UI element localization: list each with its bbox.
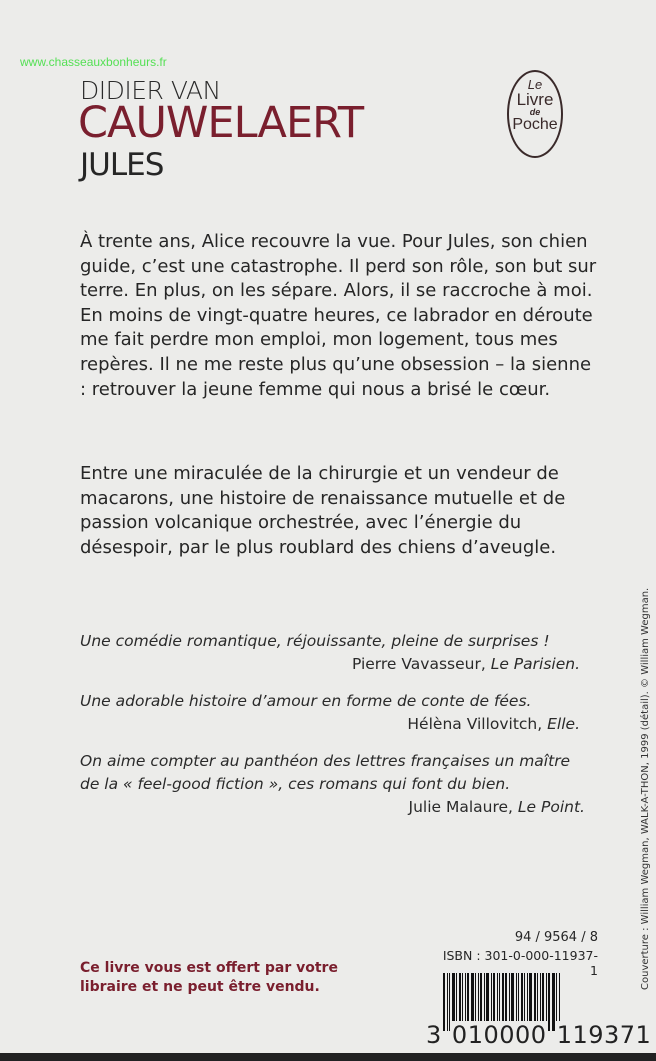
bottom-edge xyxy=(0,1053,656,1061)
logo-de: de xyxy=(529,107,541,117)
quote-author: Julie Malaure, xyxy=(408,798,513,816)
barcode-group-1: 010000 xyxy=(451,1021,547,1049)
quote-publication: Elle. xyxy=(547,715,580,733)
quote-author: Pierre Vavasseur, xyxy=(351,655,486,673)
free-copy-notice: Ce livre vous est offert par votre libraire et ne peut être vendu. xyxy=(80,960,338,995)
quote-text: Une comédie romantique, réjouissante, pleine de surprises ! xyxy=(80,632,550,650)
author-last-name: CAUWELAERT xyxy=(78,98,364,148)
cover-credit: Couverture : William Wegman, WALK-A-THON, 1999 (détail). © William Wegman. xyxy=(640,587,651,990)
quote-source xyxy=(80,796,585,819)
reference-number: 94 / 9564 / 8 xyxy=(514,930,598,945)
isbn: ISBN : 301-0-000-11937-1 xyxy=(442,948,598,978)
review-quote xyxy=(80,690,580,736)
quote-text: On aime compter au panthéon des lettres françaises un maître de la « feel-good fiction », ces romans qui font du bien. xyxy=(80,752,571,793)
review-quote xyxy=(80,750,585,819)
quote-publication: Le Point. xyxy=(517,798,585,816)
quote-source xyxy=(80,653,580,676)
barcode-first-digit: 3 xyxy=(426,1021,442,1049)
quote-source xyxy=(80,713,580,736)
author-first-name: DIDIER VAN xyxy=(80,76,221,105)
logo-poche: Poche xyxy=(512,116,558,133)
logo-livre: Livre xyxy=(516,90,554,109)
review-quote xyxy=(80,630,580,676)
quote-publication: Le Parisien. xyxy=(490,655,580,673)
blurb-paragraph-2: Entre une miraculée de la chirurgie et un vendeur de macarons, une histoire de renaissance mutuelle et de passion volcanique orchestrée, avec l’énergie du désespoir, par le plus roublard des chiens d’aveugle. xyxy=(80,463,566,558)
publisher-logo xyxy=(507,70,563,158)
book-title: JULES xyxy=(80,147,164,183)
quote-author: Hélèna Villovitch, xyxy=(407,715,543,733)
logo-le: Le xyxy=(527,77,543,92)
barcode-digits xyxy=(425,1021,652,1049)
blurb-paragraph-1: À trente ans, Alice recouvre la vue. Pour Jules, son chien guide, c’est une catastrophe. Il perd son rôle, son but sur terre. En plus, on les sépare. Alors, il se raccroche à moi. En moins de vingt-quatre heures, ce labrador en déroute me fait perdre mon emploi, mon logement, tous mes repères. Il ne me reste plus qu’une obsession – la sienne : retrouver la jeune femme qui nous a brisé le cœur. xyxy=(80,231,597,400)
quote-text: Une adorable histoire d’amour en forme de conte de fées. xyxy=(80,692,532,710)
watermark-url: www.chasseauxbonheurs.fr xyxy=(20,55,167,69)
barcode-group-2: 119371 xyxy=(556,1021,652,1049)
